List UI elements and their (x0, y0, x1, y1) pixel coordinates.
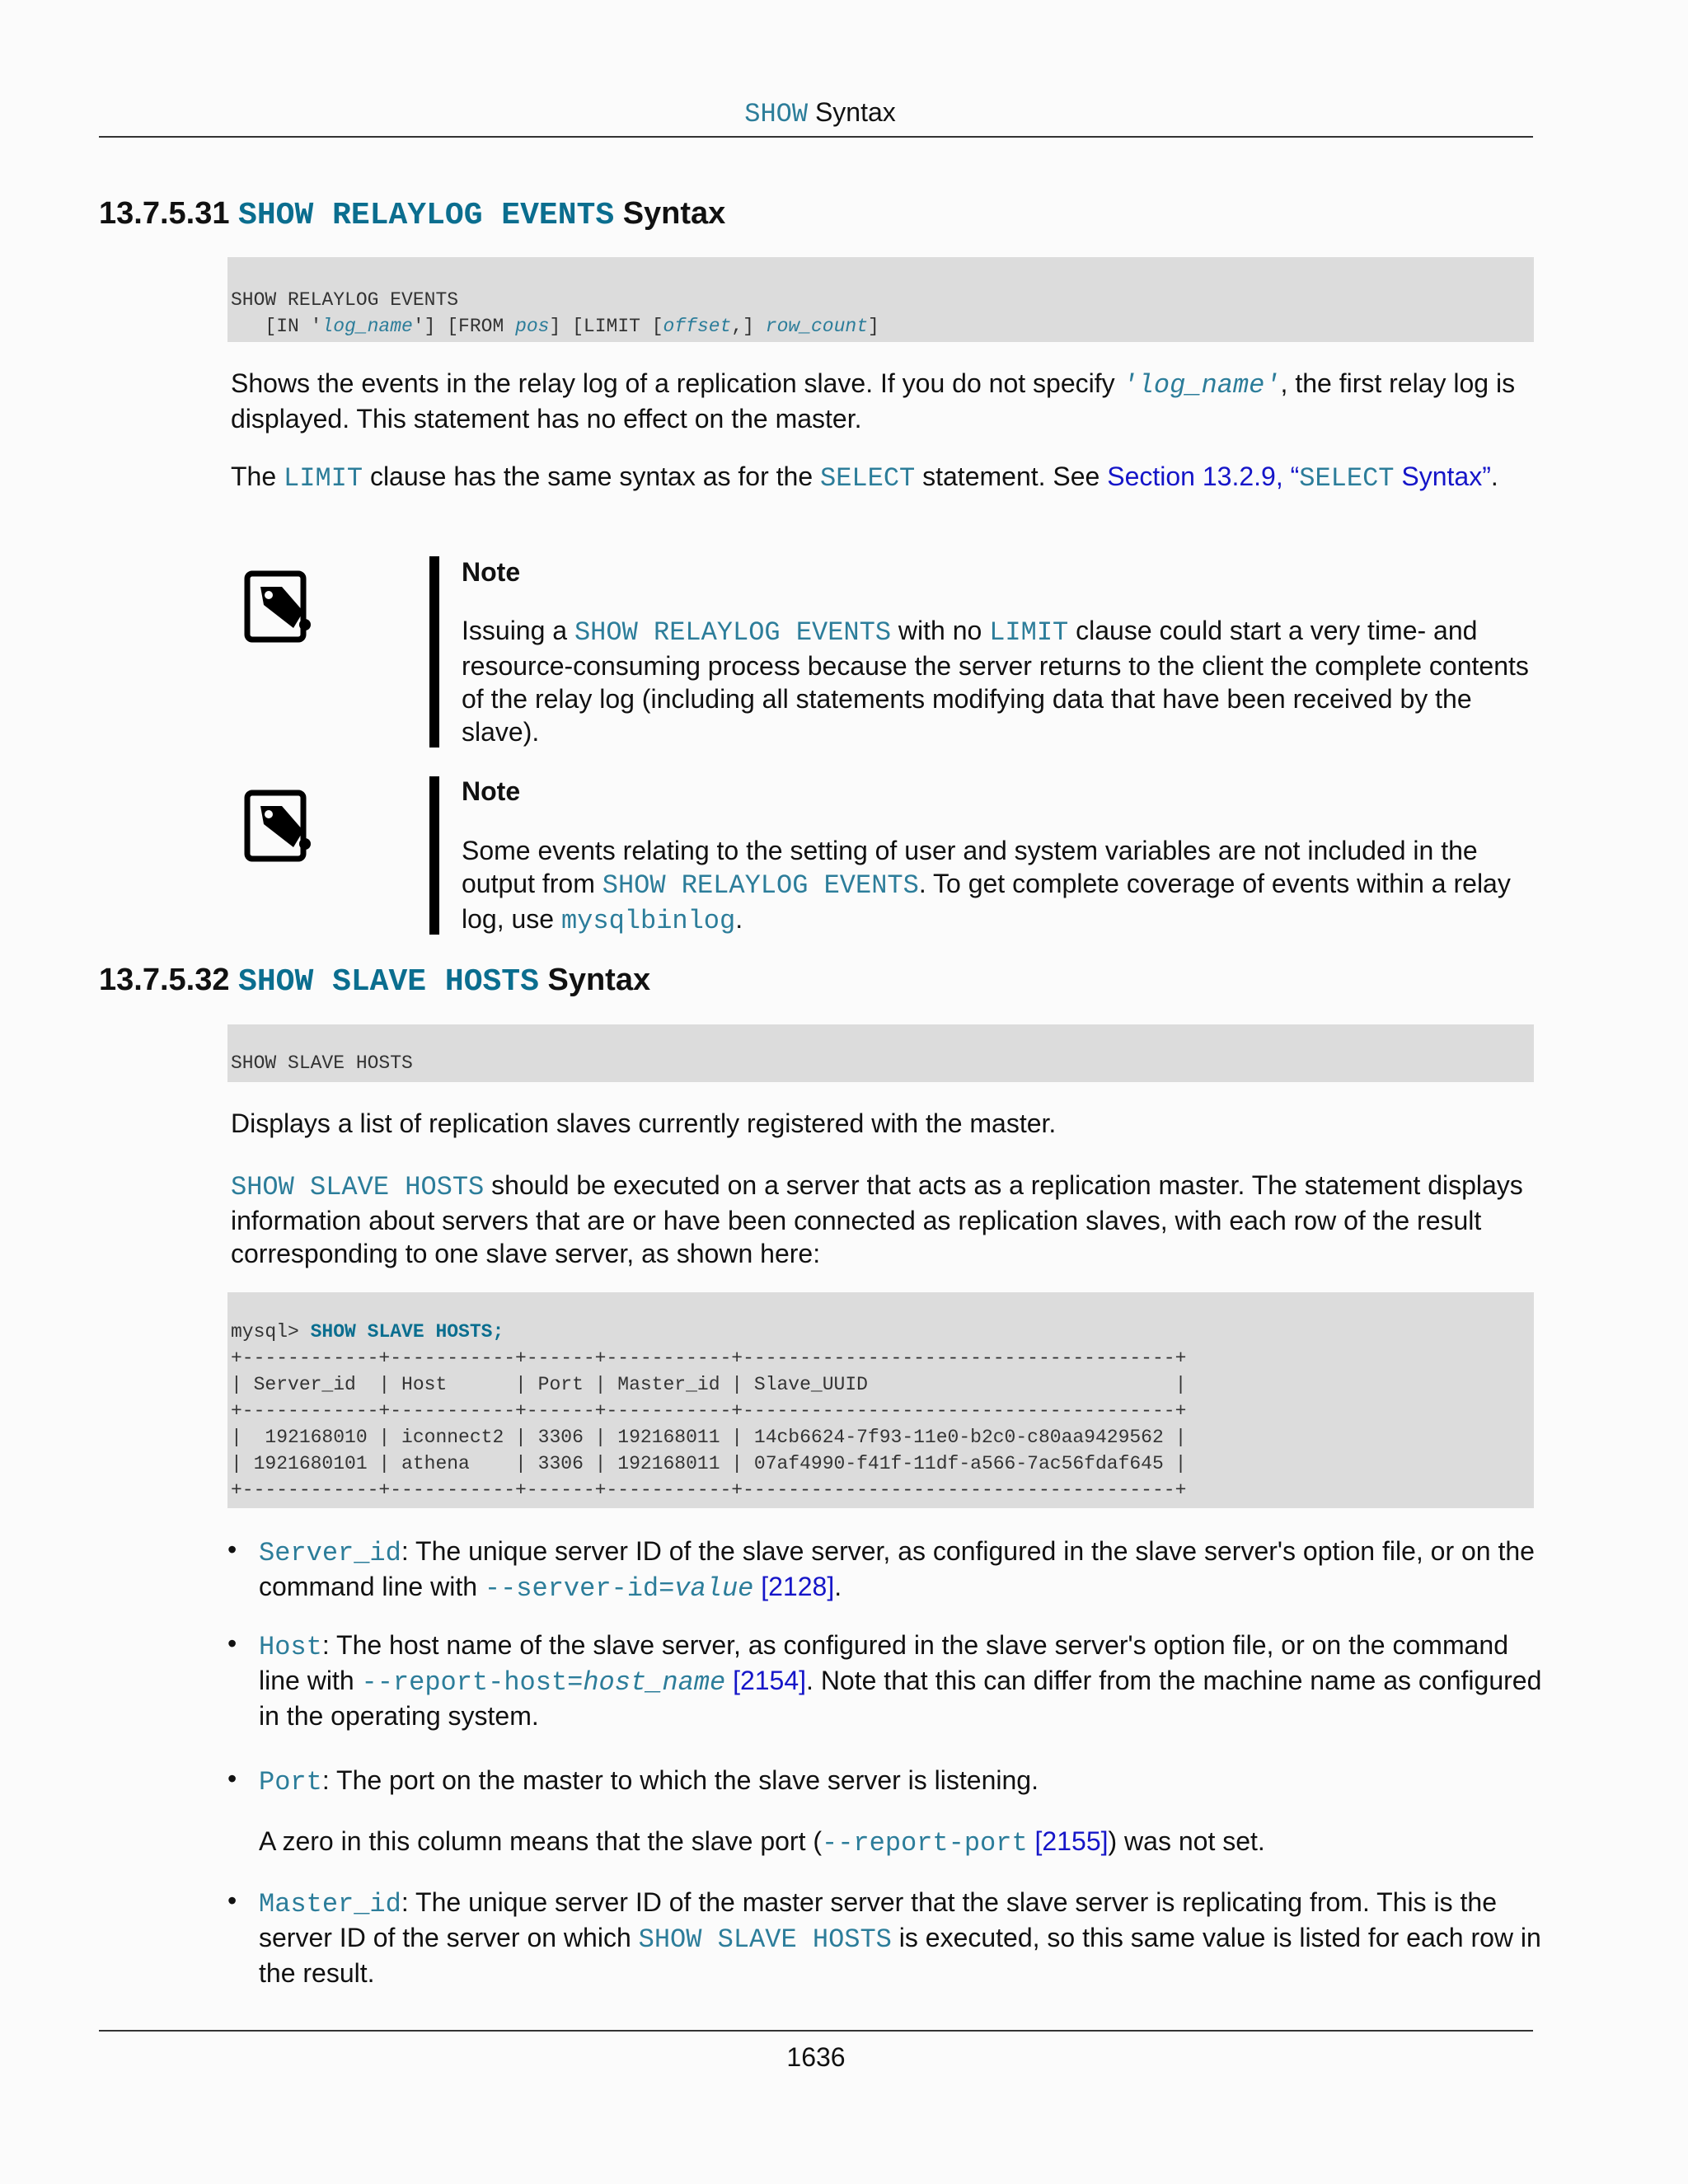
link-page-2155[interactable]: [2155] (1027, 1826, 1109, 1856)
link-page-2128[interactable]: [2128] (753, 1572, 835, 1601)
code-block-relaylog-syntax: SHOW RELAYLOG EVENTS [IN 'log_name'] [FROM pos] [LIMIT [offset,] row_count] (227, 257, 1534, 342)
note-title: Note (462, 776, 521, 806)
note-text: Some events relating to the setting of user and system variables are not included in the output from SHOW RELAYLOG EVENTS. To get complete coverage of events within a relay log, use mysqlbinlog. (462, 836, 1511, 936)
list-item-server-id: Server_id: The unique server ID of the slave server, as configured in the slave server's option file, or on the command line with --server-id=value [2128]. (259, 1536, 1535, 1604)
list-item-port-detail: A zero in this column means that the slave port (--report-port [2155]) was not set. (259, 1826, 1265, 1858)
bullet-marker: • (227, 1535, 237, 1564)
header-title: Syntax (814, 97, 896, 127)
list-item-port: Port: The port on the master to which the slave server is listening. (259, 1765, 1039, 1797)
note-title: Note (462, 557, 521, 587)
list-item-host: Host: The host name of the slave server, as configured in the slave server's option file, or on the command line with --report-host=host_name [2154]. Note that this can differ from the machine name as configured in the operating system. (259, 1630, 1542, 1731)
page-number: 1636 (786, 2042, 846, 2072)
note-bar (429, 776, 439, 935)
footer-rule (99, 2030, 1533, 2032)
paragraph-relaylog-description: Shows the events in the relay log of a replication slave. If you do not specify 'log_name', the first relay log is displayed. This statement has no effect on the master. (231, 368, 1516, 434)
section-heading-slave-hosts: 13.7.5.32 SHOW SLAVE HOSTS Syntax (99, 963, 651, 1000)
bullet-marker: • (227, 1886, 237, 1915)
bullet-marker: • (227, 1629, 237, 1658)
bullet-marker: • (227, 1764, 237, 1793)
link-section-13-2-9[interactable]: Section 13.2.9, “SELECT Syntax” (1107, 462, 1491, 494)
header-rule (99, 136, 1533, 138)
paragraph-limit-clause: The LIMIT clause has the same syntax as for the SELECT statement. See Section 13.2.9, “SELECT Syntax”. (231, 462, 1498, 494)
note-text: Issuing a SHOW RELAYLOG EVENTS with no LIMIT clause could start a very time- and resource-consuming process because the server returns to the client the complete contents of the relay log (including all statements modifying data that have been received by the slave). (462, 616, 1529, 747)
link-page-2154[interactable]: [2154] (725, 1666, 807, 1695)
paragraph-slave-hosts-description: SHOW SLAVE HOSTS should be executed on a server that acts as a replication master. The statement displays information about servers that are or have been connected as replication slaves, with each row of the result corresponding to one slave server, as shown here: (231, 1170, 1523, 1268)
note-bar (429, 556, 439, 748)
running-header (0, 97, 1640, 129)
header-keyword: SHOW (744, 99, 809, 129)
section-heading-relaylog: 13.7.5.31 SHOW RELAYLOG EVENTS Syntax (99, 196, 726, 233)
code-block-slave-hosts-syntax: SHOW SLAVE HOSTS (227, 1024, 1534, 1082)
note-icon (244, 790, 312, 862)
note-icon (244, 570, 312, 643)
code-block-example-output: mysql> SHOW SLAVE HOSTS; +------------+-----------+------+-----------+--------------------------------------+ | Server_id | Host | Port | Master_id | Slave_UUID | +------------+-----------+------+-----------+--------------------------------------+ | 192168010 | iconnect2 | 3306 | 192168011 | 14cb6624-7f93-11e0-b2c0-c80aa9429562 | | 1921680101 | athena | 3306 | 192168011 | 07af4990-f41f-11df-a566-7ac56fdaf645 | +------------+-----------+------+-----------+--------------------------------------+ (227, 1292, 1534, 1508)
paragraph-slave-hosts-summary: Displays a list of replication slaves currently registered with the master. (231, 1108, 1057, 1138)
list-item-master-id: Master_id: The unique server ID of the master server that the slave server is replicating from. This is the server ID of the server on which SHOW SLAVE HOSTS is executed, so this same value is listed for each row in the result. (259, 1887, 1541, 1988)
